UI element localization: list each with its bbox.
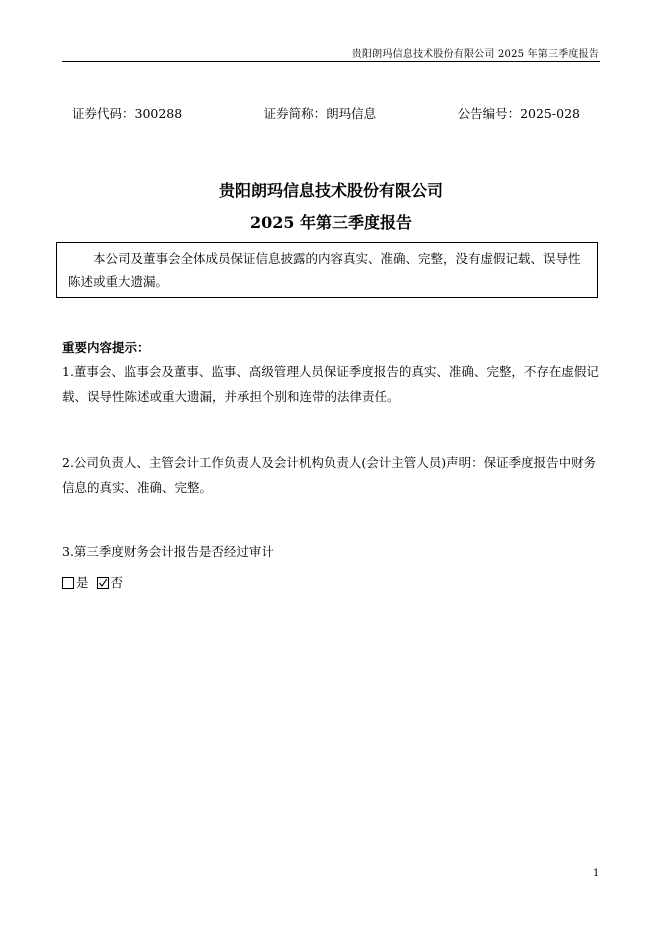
stock-short-name: 证券简称：朗玛信息: [263, 106, 377, 121]
notice-number: 公告编号：2025-028: [457, 106, 580, 121]
page-number: 1: [593, 868, 600, 879]
important-label: 重要内容提示：: [62, 340, 150, 355]
important-item-2: 2.公司负责人、主管会计工作负责人及会计机构负责人(会计主管人员)声明：保证季度报告中财务信息的真实、准确、完整。: [62, 455, 597, 495]
stock-code: 证券代码：300288: [72, 106, 183, 121]
audit-options: [62, 574, 123, 592]
important-item-1: 1.董事会、监事会及董事、监事、高级管理人员保证季度报告的真实、准确、完整，不存在虚假记载、误导性陈述或重大遗漏，并承担个别和连带的法律责任。: [62, 364, 599, 404]
yes-checkbox-icon[interactable]: [62, 577, 74, 589]
header-rule: [62, 61, 600, 62]
notice-text: 本公司及董事会全体成员保证信息披露的内容真实、准确、完整，没有虚假记载、误导性陈述或重大遗漏。: [68, 251, 581, 289]
no-checkbox-icon[interactable]: [97, 577, 109, 589]
no-label: 否: [110, 575, 124, 590]
running-header: 贵阳朗玛信息技术股份有限公司 2025 年第三季度报告: [351, 49, 599, 60]
company-title: 贵阳朗玛信息技术股份有限公司: [218, 181, 443, 200]
important-item-3: 3.第三季度财务会计报告是否经过审计: [62, 544, 274, 559]
report-title: 2025 年第三季度报告: [249, 213, 413, 232]
notice-box: [56, 242, 598, 298]
stock-info-line: [72, 104, 580, 122]
yes-label: 是: [76, 575, 89, 590]
